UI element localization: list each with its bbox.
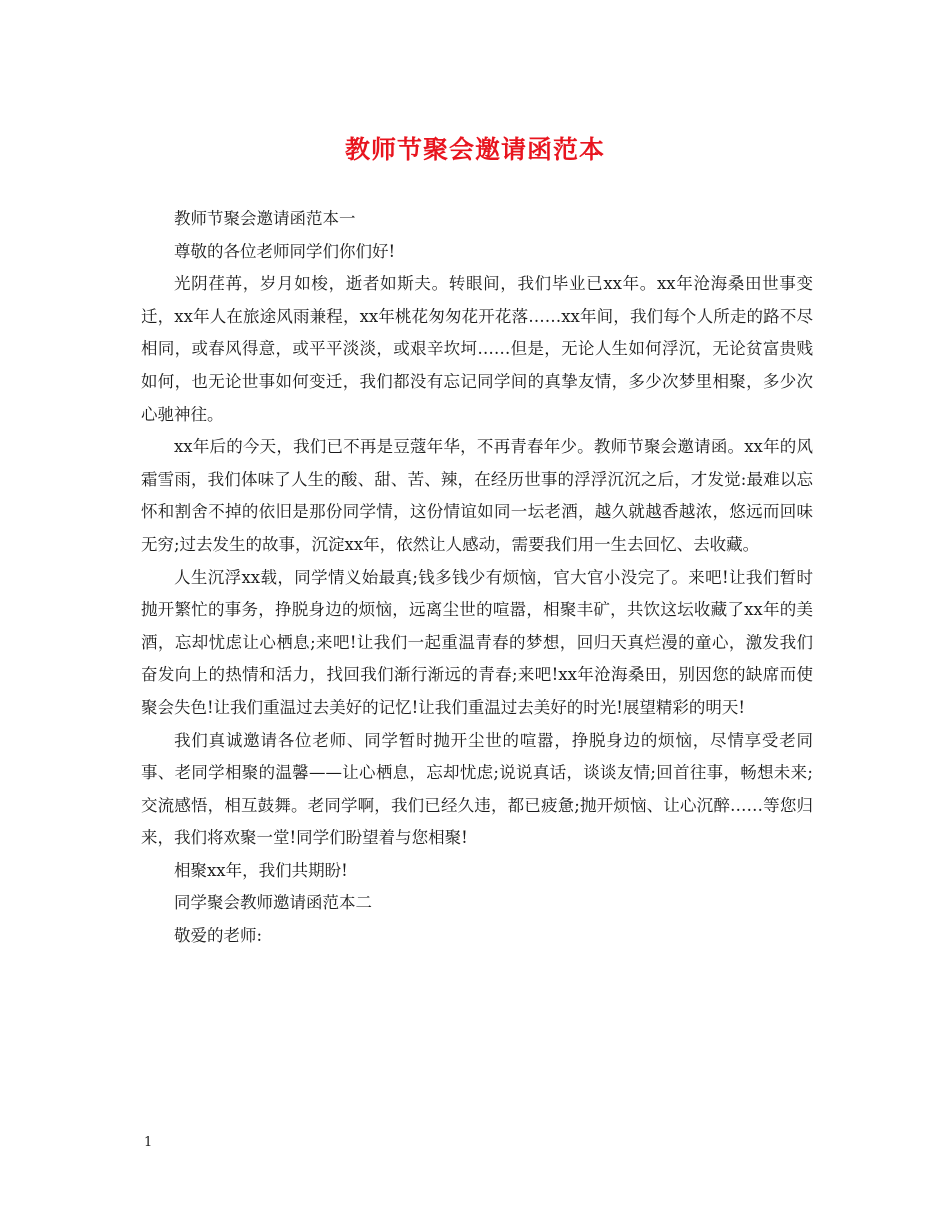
section-heading-2: 同学聚会教师邀请函范本二 <box>174 893 372 913</box>
body-paragraph: 人生沉浮xx载，同学情义始最真;钱多钱少有烦恼，官大官小没完了。来吧!让我们暂时抛开繁忙的事务，挣脱身边的烦恼，远离尘世的喧嚣，相聚丰矿，共饮这坛收藏了xx年的美酒，忘却忧虑让心栖息;来吧!让我们一起重温青春的梦想，回归天真烂漫的童心，激发我们奋发向上的热情和活力，找回我们渐行渐远的青春;来吧!xx年沧海桑田，别因您的缺席而使聚会失色!让我们重温过去美好的记忆!让我们重温过去美好的时光!展望精彩的明天! <box>141 567 813 717</box>
body-paragraph: 我们真诚邀请各位老师、同学暂时抛开尘世的喧嚣，挣脱身边的烦恼，尽情享受老同事、老同学相聚的温馨——让心栖息，忘却忧虑;说说真话，谈谈友情;回首往事，畅想未来;交流感悟，相互鼓舞。老同学啊，我们已经久违，都已疲惫;抛开烦恼、让心沉醉……等您归来，我们将欢聚一堂!同学们盼望着与您相聚! <box>141 730 813 848</box>
section-heading-1: 教师节聚会邀请函范本一 <box>174 209 356 228</box>
page-number: 1 <box>144 1135 153 1150</box>
salutation-paragraph: 敬爱的老师: <box>174 926 263 946</box>
closing-paragraph: 相聚xx年，我们共期盼! <box>174 860 348 880</box>
body-paragraph: 光阴荏苒，岁月如梭，逝者如斯夫。转眼间，我们毕业已xx年。xx年沧海桑田世事变迁，xx年人在旅途风雨兼程，xx年桃花匆匆花开花落……xx年间，我们每个人所走的路不尽相同，或春风得意，或平平淡淡，或艰辛坎坷……但是，无论人生如何浮沉，无论贫富贵贱如何，也无论世事如何变迁，我们都没有忘记同学间的真挚友情，多少次梦里相聚，多少次心驰神往。 <box>141 274 813 424</box>
document-body <box>141 203 813 953</box>
body-paragraph: xx年后的今天，我们已不再是豆蔻年华，不再青春年少。教师节聚会邀请函。xx年的风霜雪雨，我们体味了人生的酸、甜、苦、辣，在经历世事的浮浮沉沉之后，才发觉:最难以忘怀和割舍不掉的依旧是那份同学情，这份情谊如同一坛老酒，越久就越香越浓，悠远而回味无穷;过去发生的故事，沉淀xx年，依然让人感动，需要我们用一生去回忆、去收藏。 <box>141 437 813 554</box>
document-title: 教师节聚会邀请函范本 <box>344 135 605 164</box>
salutation-paragraph: 尊敬的各位老师同学们你们好! <box>174 241 396 261</box>
